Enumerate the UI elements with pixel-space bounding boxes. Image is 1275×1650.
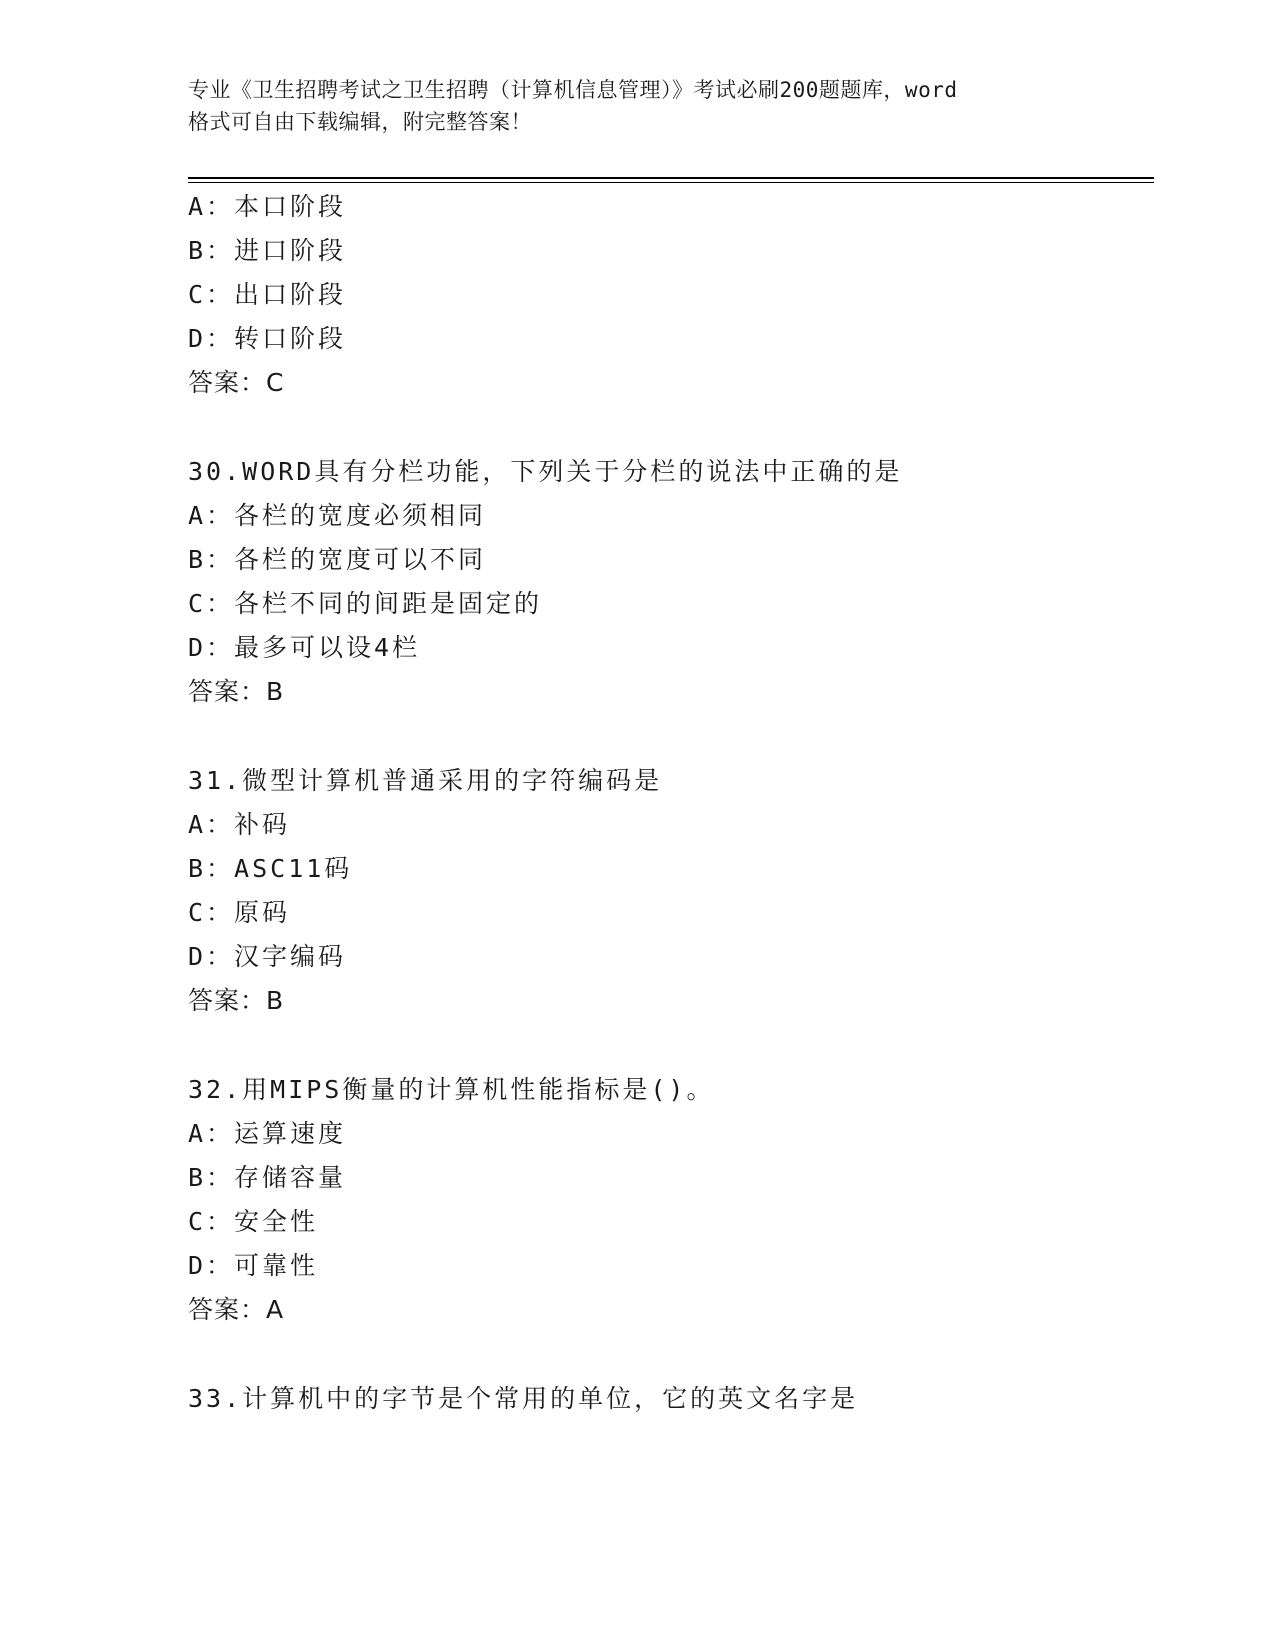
header-title-line-1: 专业《卫生招聘考试之卫生招聘（计算机信息管理）》考试必刷200题题库，word [188, 78, 958, 102]
q30-option-c: C：各栏不同的间距是固定的 [188, 589, 543, 618]
q32-option-b: B：存储容量 [188, 1163, 347, 1192]
header-divider-thick [188, 177, 1154, 179]
prev-answer: 答案：C [188, 368, 285, 397]
q31-option-c: C：原码 [188, 898, 291, 927]
prev-option-a: A：本口阶段 [188, 192, 347, 221]
question-32: 32.用MIPS衡量的计算机性能指标是()。 [188, 1075, 715, 1104]
question-31: 31.微型计算机普通采用的字符编码是 [188, 766, 663, 795]
prev-option-d: D：转口阶段 [188, 324, 347, 353]
q30-answer: 答案：B [188, 677, 285, 706]
q31-option-b: B：ASC11码 [188, 854, 353, 883]
document-header [188, 74, 1088, 138]
q32-option-d: D：可靠性 [188, 1251, 319, 1280]
prev-option-b: B：进口阶段 [188, 236, 347, 265]
question-30: 30.WORD具有分栏功能，下列关于分栏的说法中正确的是 [188, 457, 903, 486]
q32-answer: 答案：A [188, 1295, 285, 1324]
question-33: 33.计算机中的字节是个常用的单位，它的英文名字是 [188, 1384, 859, 1413]
q30-option-d: D：最多可以设4栏 [188, 633, 421, 662]
prev-option-c: C：出口阶段 [188, 280, 347, 309]
q31-option-d: D：汉字编码 [188, 942, 347, 971]
header-divider-thin [188, 182, 1154, 183]
q32-option-c: C：安全性 [188, 1207, 319, 1236]
q30-option-a: A：各栏的宽度必须相同 [188, 501, 487, 530]
q31-option-a: A：补码 [188, 810, 291, 839]
q30-option-b: B：各栏的宽度可以不同 [188, 545, 487, 574]
q31-answer: 答案：B [188, 986, 285, 1015]
q32-option-a: A：运算速度 [188, 1119, 347, 1148]
header-title-line-2: 格式可自由下载编辑，附完整答案！ [188, 110, 532, 134]
